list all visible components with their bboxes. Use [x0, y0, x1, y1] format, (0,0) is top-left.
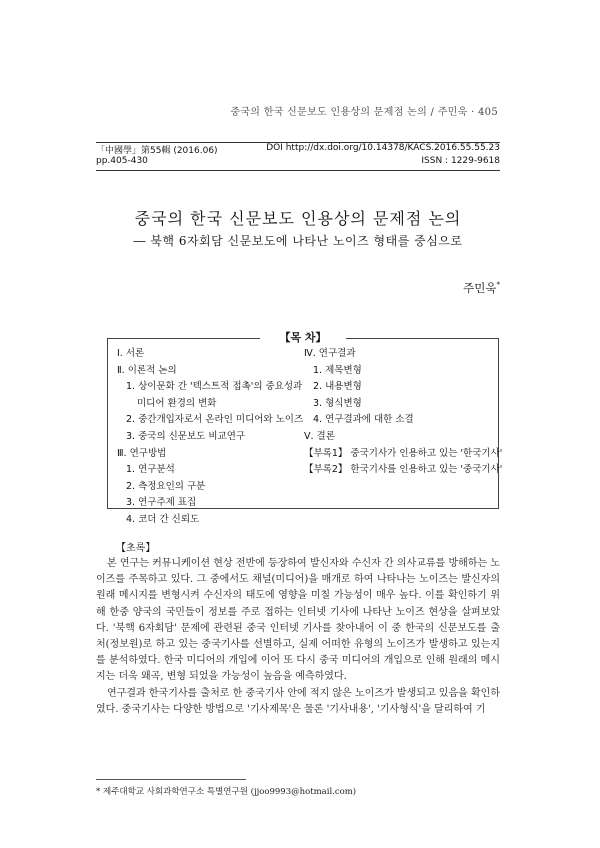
abstract-paragraph: 연구결과 한국기사를 출처로 한 중국기사 안에 적지 않은 노이즈가 발생되고 있음을 확인하였다. 중국기사는 다양한 방법으로 '기사제목'은 물론 '기사내용', '기사형식'을 달리하여 기 — [96, 687, 500, 715]
meta-bottom-rule — [96, 170, 500, 171]
toc-item: 4. 코더 간 신뢰도 — [126, 513, 200, 525]
toc-title: 【목 차】 — [260, 329, 346, 345]
journal-info: 「中國學」第55輯 (2016.06) — [96, 146, 218, 156]
toc-item: 2. 내용변형 — [313, 381, 362, 393]
toc-item: 1. 상이문화 간 '텍스트적 접촉'의 중요성과 — [126, 381, 303, 393]
toc-item: 4. 연구결과에 대한 소결 — [313, 414, 414, 426]
abstract-paragraph: 본 연구는 커뮤니케이션 현상 전반에 등장하여 발신자와 수신자 간 의사교류를 방해하는 노이즈를 주목하고 있다. 그 중에서도 채널(미디어)을 매개로 하여 나타나는 노이즈는 발신자의 원래 메시지를 변형시켜 수신자의 태도에 영향을 미칠 가능성이 매우 높다. 이를 확인하기 위해 한중 양국의 국민들이 정보를 주로 접하는 인터넷 기사에 나타난 노이즈 현상을 살펴보았다. '북핵 6자회담' 문제에 관련된 중국 인터넷 기사를 찾아내어 이 중 한국의 신문보도를 출처(정보원)로 하고 있는 중국기사를 선별하고, 실제 어떠한 유형의 노이즈가 발생하고 있는지를 분석하였다. 한국 미디어의 개입에 이어 또 다시 중국 미디어의 개입으로 인해 원래의 메시지는 더욱 왜곡, 변형 되었을 가능성이 높음을 예측하였다. — [96, 558, 500, 683]
page-range: pp.405-430 — [96, 156, 148, 166]
toc-item: 2. 중간개입자로서 온라인 미디어와 노이즈 — [126, 414, 304, 426]
toc-item: Ⅲ. 연구방법 — [117, 447, 167, 459]
paper-title: 중국의 한국 신문보도 인용상의 문제점 논의 — [134, 209, 462, 228]
author-footnote-mark: * — [496, 281, 500, 290]
footnote-rule — [96, 779, 246, 780]
toc-item: 미디어 환경의 변화 — [137, 397, 217, 409]
toc-item: 【부록2】 한국기사를 인용하고 있는 '중국기사' — [304, 464, 503, 476]
toc-item: 1. 제목변형 — [313, 364, 362, 376]
toc-item: 3. 연구주제 표집 — [126, 497, 197, 509]
paper-subtitle: ― 북핵 6자회담 신문보도에 나타난 노이즈 형태를 중심으로 — [133, 234, 463, 248]
running-head: 중국의 한국 신문보도 인용상의 문제점 논의 / 주민욱 · 405 — [230, 107, 498, 118]
doi: DOI http://dx.doi.org/10.14378/KACS.2016.55.55.23 — [266, 143, 500, 153]
toc-item: 【부록1】 중국기사가 인용하고 있는 '한국기사' — [304, 447, 503, 459]
toc-item: 1. 연구분석 — [126, 464, 175, 476]
toc-left-column — [117, 346, 303, 529]
toc-item: Ⅱ. 이론적 논의 — [117, 364, 177, 376]
author-name: 주민욱 — [463, 281, 497, 295]
toc-right-column — [304, 346, 502, 479]
toc-item: Ⅰ. 서론 — [117, 348, 145, 359]
toc-item: Ⅴ. 결론 — [304, 430, 335, 442]
footnote: * 제주대학교 사회과학연구소 특별연구원 (jjoo9993@hotmail.com) — [96, 787, 357, 797]
abstract-label: 【초록】 — [116, 543, 156, 554]
toc-item: 3. 중국의 신문보도 비교연구 — [126, 430, 246, 442]
author — [463, 280, 500, 296]
toc-item: Ⅳ. 연구결과 — [304, 348, 356, 359]
toc-item: 2. 측정요인의 구분 — [126, 480, 206, 492]
toc-item: 3. 형식변형 — [313, 397, 362, 409]
abstract — [96, 556, 500, 718]
issn: ISSN : 1229-9618 — [421, 156, 500, 166]
